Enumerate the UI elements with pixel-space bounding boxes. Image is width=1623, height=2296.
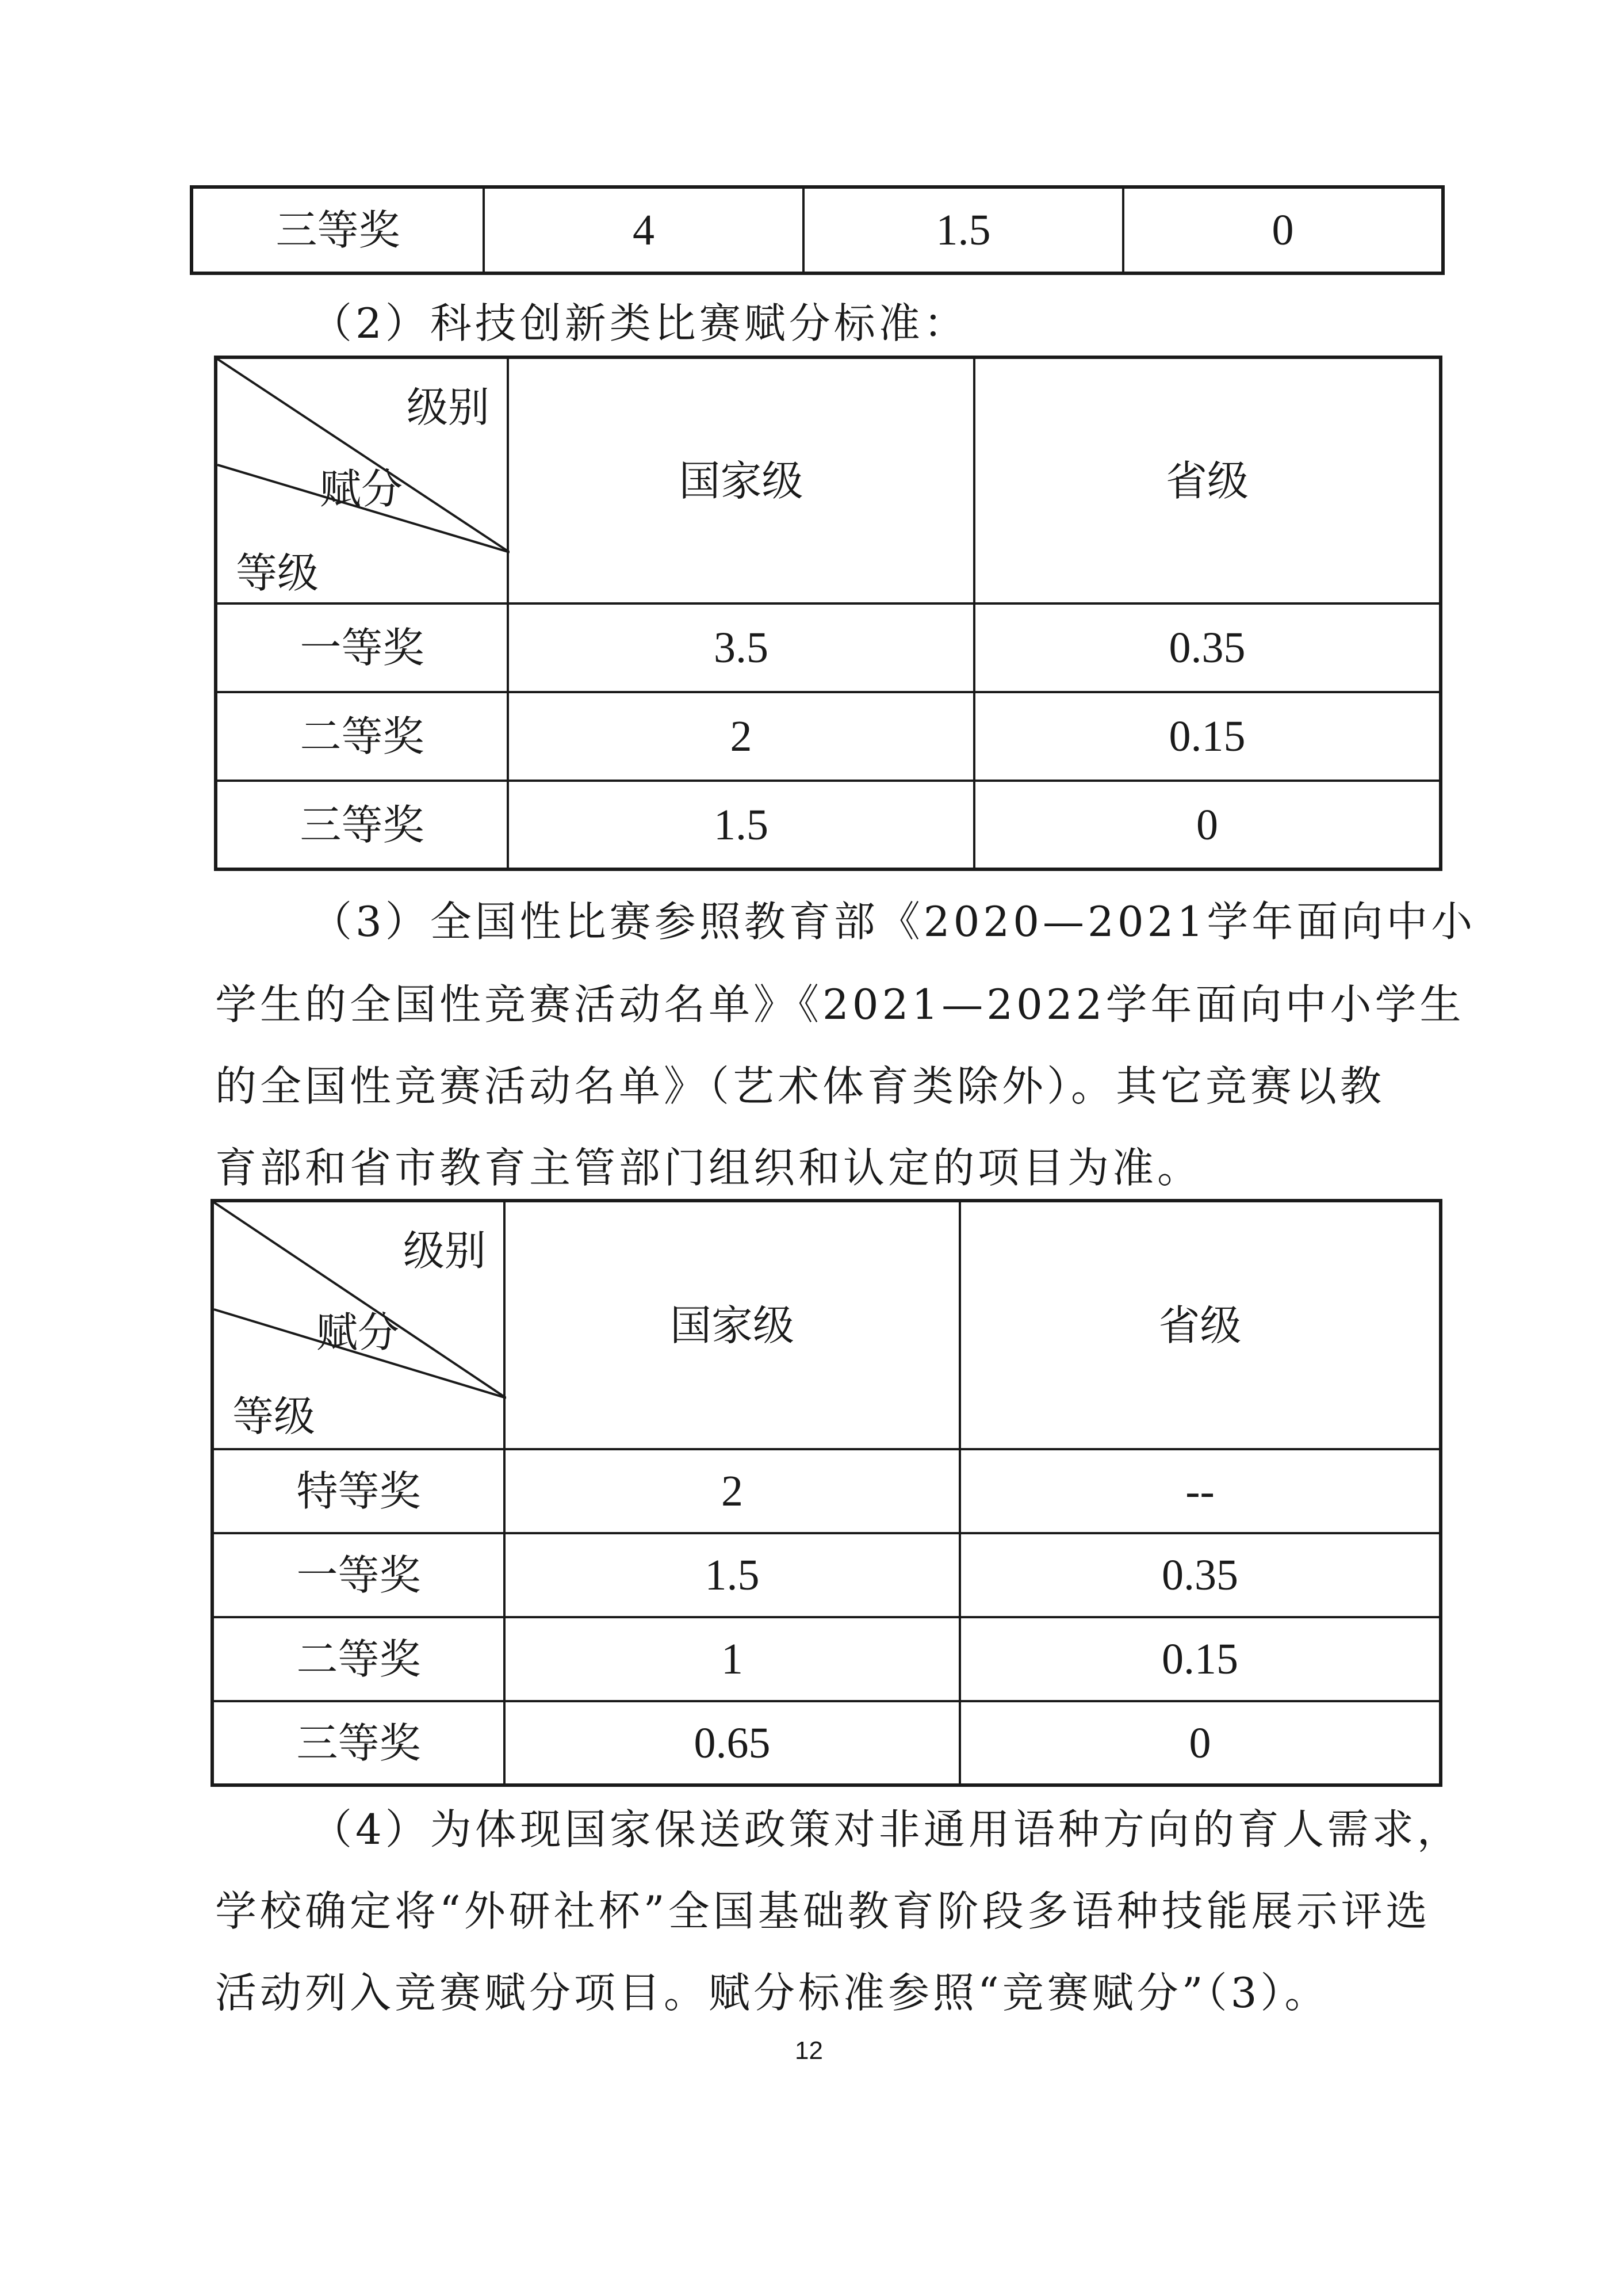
prize-label: 一等奖 [216,603,508,692]
score-cell: 0 [1123,187,1443,273]
corner-label-level: 级别 [406,383,489,431]
score-cell: 1.5 [508,781,974,869]
table-header-row [216,357,1441,603]
table-row [212,1617,1441,1701]
corner-label-grade: 等级 [236,549,319,597]
table-row [216,692,1441,781]
score-cell: 3.5 [508,603,974,692]
table-row [192,187,1443,273]
prize-label: 二等奖 [212,1617,504,1701]
corner-header-cell [212,1201,504,1449]
table-row [212,1449,1441,1533]
score-cell: 0.15 [960,1617,1441,1701]
score-cell: 4 [484,187,803,273]
score-cell: 2 [508,692,974,781]
prize-label: 二等奖 [216,692,508,781]
score-cell: -- [960,1449,1441,1533]
table-row [216,603,1441,692]
table-row [212,1701,1441,1785]
score-cell: 0.35 [960,1533,1441,1617]
header-national: 国家级 [508,357,974,603]
page-number: 12 [795,2037,823,2065]
prize-label: 三等奖 [212,1701,504,1785]
score-cell: 0.35 [974,603,1441,692]
table-row [216,781,1441,869]
score-cell: 0.65 [504,1701,960,1785]
table-header-row [212,1201,1441,1449]
prize-label: 三等奖 [192,187,484,273]
section-4-line-2: 学校确定将“外研社杯”全国基础教育阶段多语种技能展示评选 [215,1887,1431,1935]
section-3-line-2: 学生的全国性竞赛活动名单》《2021—2022学年面向中小学生 [215,980,1465,1029]
table-tech-innovation [214,356,1442,871]
corner-label-score: 赋分 [320,465,403,513]
score-cell: 2 [504,1449,960,1533]
section-3-line-3: 的全国性竞赛活动名单》（艺术体育类除外）。其它竞赛以教 [215,1062,1385,1110]
section-4-line-1: （4）为体现国家保送政策对非通用语种方向的育人需求， [311,1805,1462,1854]
corner-label-score: 赋分 [316,1308,400,1357]
table-top-continuation [190,185,1445,275]
score-cell: 0 [960,1701,1441,1785]
corner-header-cell [216,357,508,603]
section-2-heading: （2）科技创新类比赛赋分标准： [311,299,969,347]
header-provincial: 省级 [960,1201,1441,1449]
section-4-line-3: 活动列入竞赛赋分项目。赋分标准参照“竞赛赋分”（3）。 [215,1969,1330,2017]
section-3-line-1: （3）全国性比赛参照教育部《2020—2021学年面向中小 [311,897,1476,946]
score-cell: 0 [974,781,1441,869]
section-3-line-4: 育部和省市教育主管部门组织和认定的项目为准。 [215,1144,1203,1192]
score-cell: 0.15 [974,692,1441,781]
table-national-competition [210,1199,1442,1787]
header-national: 国家级 [504,1201,960,1449]
corner-label-level: 级别 [403,1227,486,1275]
score-cell: 1 [504,1617,960,1701]
prize-label: 三等奖 [216,781,508,869]
table-row [212,1533,1441,1617]
corner-label-grade: 等级 [232,1392,316,1441]
prize-label: 特等奖 [212,1449,504,1533]
header-provincial: 省级 [974,357,1441,603]
score-cell: 1.5 [504,1533,960,1617]
score-cell: 1.5 [803,187,1123,273]
prize-label: 一等奖 [212,1533,504,1617]
